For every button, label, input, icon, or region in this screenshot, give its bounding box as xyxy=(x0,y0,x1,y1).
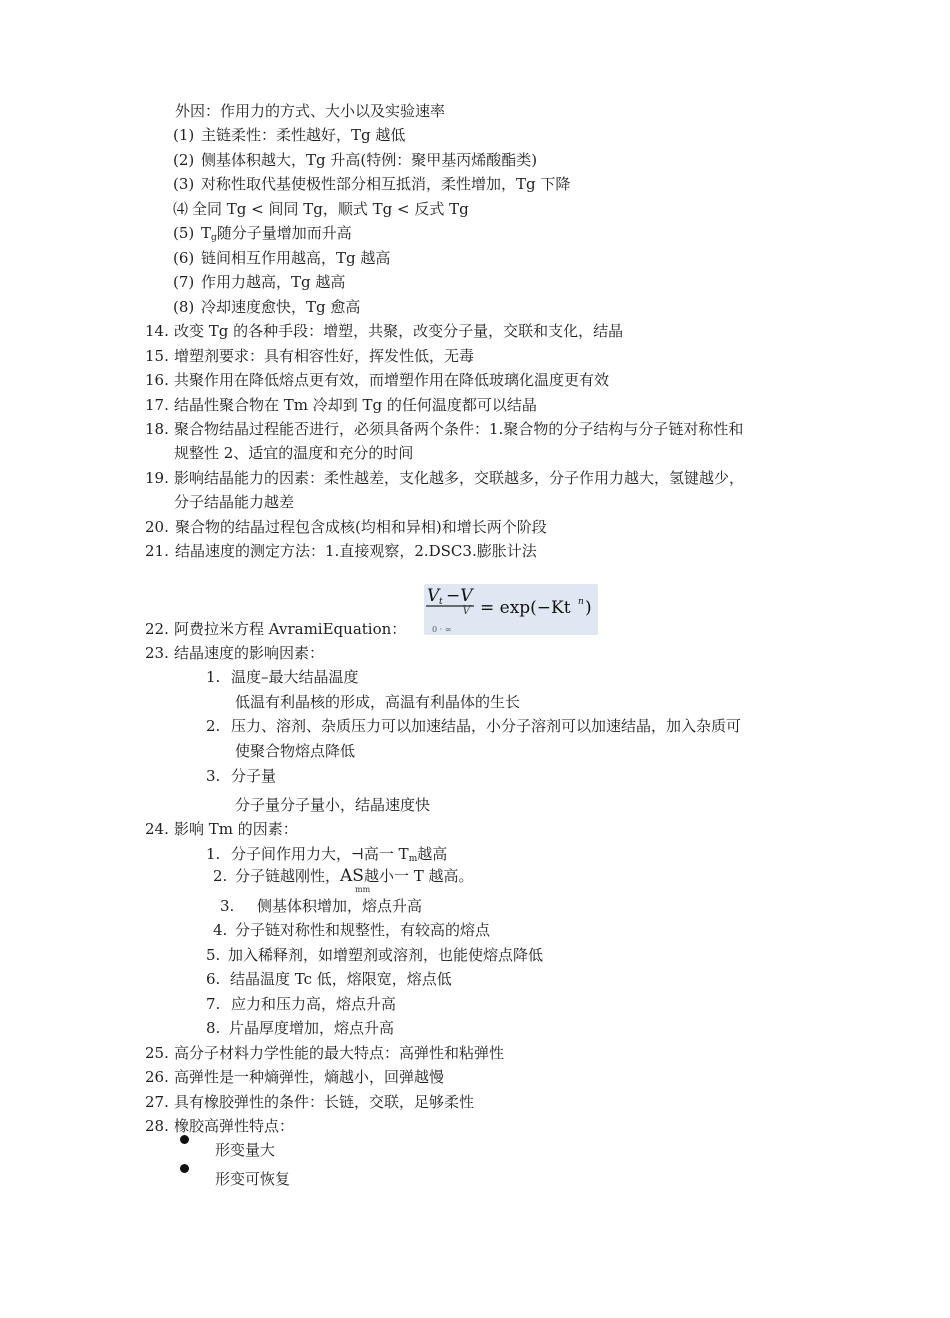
sub-item-text: 温度–最大结晶温度 xyxy=(231,668,359,686)
factor-text: 作用力越高，Tg 越高 xyxy=(201,273,346,291)
factor-text-rest: 随分子量增加而升高 xyxy=(216,224,352,242)
tm-factor-tail: 越高 xyxy=(417,845,448,863)
item-number: 27. xyxy=(145,1093,169,1111)
sub-item-detail: 使聚合物熔点降低 xyxy=(235,742,356,760)
item-number: 28. xyxy=(145,1117,169,1135)
factor-text: 侧基体积越大，Tg 升高(特例：聚甲基丙烯酸酯类) xyxy=(201,151,538,169)
item-text: 橡胶高弹性特点： xyxy=(174,1117,295,1135)
tm-factor-number: 8. xyxy=(206,1019,221,1037)
bullet-icon xyxy=(180,1135,189,1144)
factor-text: 链间相互作用越高，Tg 越高 xyxy=(201,249,391,267)
item-text: 影响结晶能力的因素：柔性越差，支化越多，交联越多，分子作用力越大，氢键越少， xyxy=(174,469,745,487)
sub-item-detail: 分子量分子量小，结晶速度快 xyxy=(235,796,431,814)
tm-factor-extra: AS xyxy=(340,866,364,886)
sub-item-number: 1. xyxy=(206,668,221,686)
sub-item-text: 分子量 xyxy=(231,767,277,785)
item-number: 25. xyxy=(145,1044,169,1062)
tm-factor-number: 7. xyxy=(206,995,221,1013)
factor-text: 对称性取代基使极性部分相互抵消，柔性增加，Tg 下降 xyxy=(201,175,571,193)
tg-subscript: g xyxy=(211,233,217,243)
item-text: 高弹性是一种熵弹性，熵越小，回弹越慢 xyxy=(174,1068,445,1086)
sub-item-detail: 低温有利晶核的形成，高温有利晶体的生长 xyxy=(235,693,521,711)
tm-factor-main: 分子链越刚性， xyxy=(235,867,341,885)
tm-factor-number: 2. xyxy=(213,867,228,885)
item-number: 17. xyxy=(145,396,169,414)
item-text: 结晶速度的测定方法：1.直接观察，2.DSC3.膨胀计法 xyxy=(175,542,537,560)
tg-symbol: T xyxy=(201,224,212,242)
tm-factor-mark: mm xyxy=(355,885,371,894)
factor-number: (1) xyxy=(173,126,195,144)
tm-factor-text: 加入稀释剂，如增塑剂或溶剂，也能使熔点降低 xyxy=(228,946,544,964)
item-text: 增塑剂要求：具有相容性好，挥发性低，无毒 xyxy=(174,347,475,365)
item-text: 结晶性聚合物在 Tm 冷却到 Tg 的任何温度都可以结晶 xyxy=(174,396,537,414)
avrami-formula xyxy=(424,584,598,635)
item-number: 26. xyxy=(145,1068,169,1086)
formula-t-sub: t xyxy=(439,597,443,607)
formula-vt: V xyxy=(427,586,440,606)
item-text: 具有橡胶弹性的条件：长链，交联，足够柔性 xyxy=(174,1093,475,1111)
item-number: 15. xyxy=(145,347,169,365)
avrami-formula-image xyxy=(424,584,598,635)
tm-factor-extra: ⊣高一 T xyxy=(351,845,409,863)
factor-text: 全同 Tg < 间同 Tg，顺式 Tg < 反式 Tg xyxy=(192,200,469,218)
tm-factor-number: 6. xyxy=(206,970,221,988)
tm-factor-text xyxy=(235,866,474,886)
item-text: 阿费拉米方程 AvramiEquation： xyxy=(174,620,407,638)
formula-rhs: = exp(−Kt xyxy=(480,598,571,618)
factor-text xyxy=(201,223,352,248)
tm-factor-main: 分子间作用力大， xyxy=(231,845,352,863)
item-number: 24. xyxy=(145,820,169,838)
formula-close: ) xyxy=(585,598,592,618)
item-number: 18. xyxy=(145,420,169,438)
item-text: 共聚作用在降低熔点更有效，而增塑作用在降低玻璃化温度更有效 xyxy=(174,371,610,389)
item-number: 16. xyxy=(145,371,169,389)
item-number: 23. xyxy=(145,644,169,662)
item-text: 聚合物的结晶过程包含成核(均相和异相)和增长两个阶段 xyxy=(175,518,547,536)
sub-item-number: 2. xyxy=(206,717,221,735)
tm-factor-text: 结晶温度 Tc 低，熔限宽，熔点低 xyxy=(230,970,452,988)
item-text-continued: 规整性 2、适宜的温度和充分的时间 xyxy=(174,444,414,462)
factor-number: (5) xyxy=(173,224,195,242)
tm-subscript: m xyxy=(408,854,418,864)
sub-item-number: 3. xyxy=(206,767,221,785)
tm-factor-tail: 越小一 T 越高。 xyxy=(363,867,474,885)
bullet-icon xyxy=(180,1164,189,1173)
factor-number: (8) xyxy=(173,298,195,316)
tm-factor-text: 分子链对称性和规整性，有较高的熔点 xyxy=(235,921,491,939)
tm-factor-number: 4. xyxy=(213,921,228,939)
formula-minus-v: −V xyxy=(446,586,473,606)
factor-number: (2) xyxy=(173,151,195,169)
bullet-text: 形变量大 xyxy=(215,1141,276,1159)
tm-factor-number: 1. xyxy=(206,845,221,863)
factor-number: ⑷ xyxy=(173,200,189,218)
item-number: 19. xyxy=(145,469,169,487)
tm-factor-number: 5. xyxy=(206,946,221,964)
factor-number: (7) xyxy=(173,273,195,291)
bullet-text: 形变可恢复 xyxy=(215,1170,291,1188)
item-text: 影响 Tm 的因素： xyxy=(174,820,298,838)
formula-exponent: n xyxy=(578,597,584,607)
formula-v2: V xyxy=(462,603,471,617)
item-number: 21. xyxy=(145,542,169,560)
intro-line: 外因：作用力的方式、大小以及实验速率 xyxy=(175,102,446,120)
item-text: 聚合物结晶过程能否进行，必须具备两个条件：1.聚合物的分子结构与分子链对称性和 xyxy=(174,420,744,438)
tm-factor-number: 3. xyxy=(220,897,235,915)
sub-item-text: 压力、溶剂、杂质压力可以加速结晶，小分子溶剂可以加速结晶，加入杂质可 xyxy=(231,717,742,735)
item-text: 改变 Tg 的各种手段：增塑，共聚，改变分子量，交联和支化，结晶 xyxy=(174,322,624,340)
tm-factor-text: 片晶厚度增加，熔点升高 xyxy=(229,1019,395,1037)
item-number: 22. xyxy=(145,620,169,638)
factor-text: 冷却速度愈快，Tg 愈高 xyxy=(201,298,361,316)
factor-text: 主链柔性：柔性越好，Tg 越低 xyxy=(201,126,406,144)
item-number: 20. xyxy=(145,518,169,536)
item-text: 结晶速度的影响因素： xyxy=(174,644,325,662)
tm-factor-text: 侧基体积增加，熔点升高 xyxy=(257,897,423,915)
factor-number: (3) xyxy=(173,175,195,193)
formula-lower: 0 · ∞ xyxy=(432,625,452,634)
factor-number: (6) xyxy=(173,249,195,267)
item-number: 14. xyxy=(145,322,169,340)
item-text-continued: 分子结晶能力越差 xyxy=(174,493,295,511)
tm-factor-text: 应力和压力高，熔点升高 xyxy=(231,995,397,1013)
item-text: 高分子材料力学性能的最大特点：高弹性和粘弹性 xyxy=(174,1044,505,1062)
